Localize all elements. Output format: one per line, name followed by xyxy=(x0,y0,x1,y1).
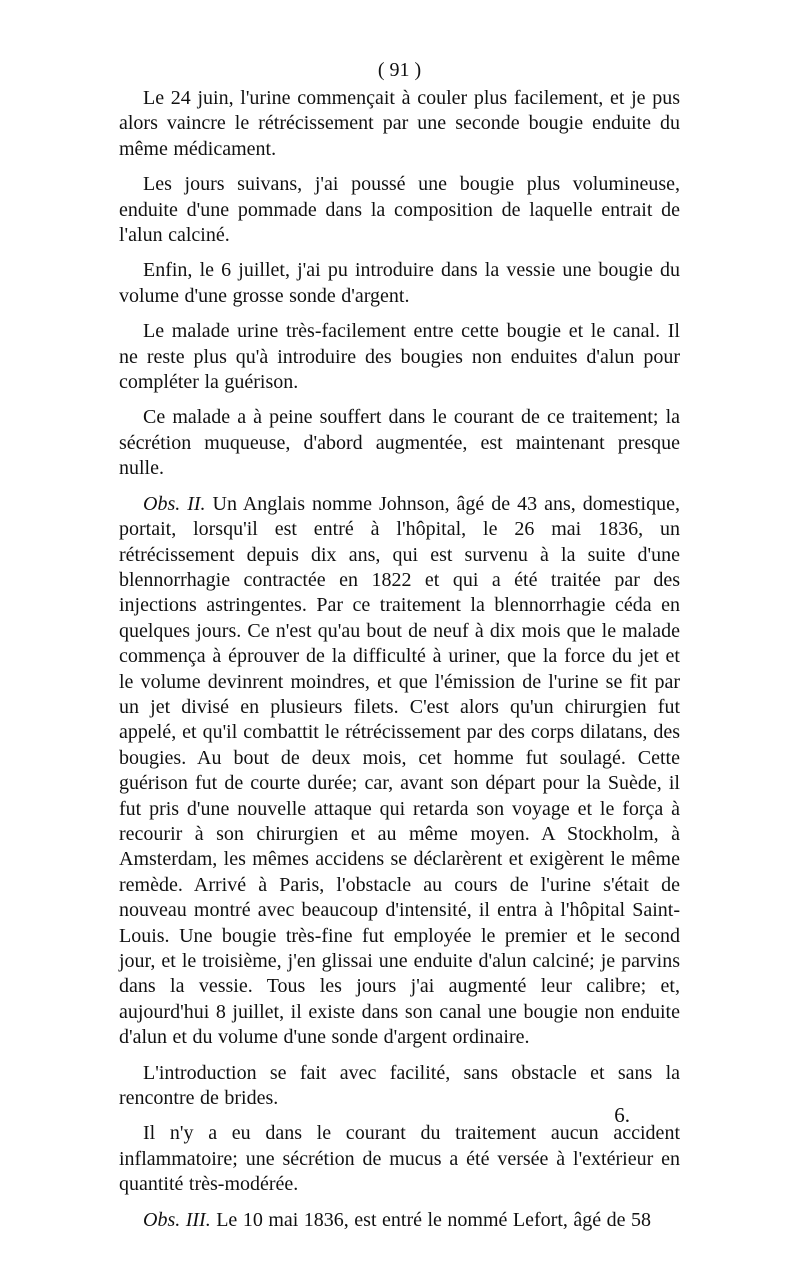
document-page xyxy=(119,56,680,1243)
paragraph-text: Le 10 mai 1836, est entré le nommé Lefort, âgé de 58 xyxy=(216,1208,652,1231)
page-footer xyxy=(119,1100,680,1130)
paragraph-text: Les jours suivans, j'ai poussé une bougie plus volumineuse, enduite d'une pommade dans la composition de laquelle entrait de l'alun calciné. xyxy=(119,173,680,247)
paragraph-text: Enfin, le 6 juillet, j'ai pu introduire dans la vessie une bougie du volume d'une grosse sonde d'argent. xyxy=(119,259,680,307)
signature-mark: 6. xyxy=(614,1103,630,1127)
paragraph-text: L'introduction se fait avec facilité, sans obstacle et sans la rencontre de brides. xyxy=(119,1061,680,1110)
paragraph-text: Le malade urine très-facilement entre cette bougie et le canal. Il ne reste plus qu'à introduire des bougies non enduites d'alun pour compléter la guérison. xyxy=(119,320,680,394)
observation-paragraph xyxy=(119,1208,680,1233)
paragraph xyxy=(119,258,680,309)
paragraph xyxy=(119,1121,680,1197)
paragraph-text: Il n'y a eu dans le courant du traitement aucun accident inflammatoire; une sécrétion de mucus a été versée à l'extérieur en quantité très-modérée. xyxy=(119,1122,680,1196)
paragraph xyxy=(119,405,680,481)
paragraph-text: Le 24 juin, l'urine commençait à couler plus facilement, et je pus alors vaincre le rétrécissement par une seconde bougie enduite du même médicament. xyxy=(119,87,680,160)
paragraph xyxy=(119,86,680,162)
paragraph xyxy=(119,172,680,248)
page-number: ( 91 ) xyxy=(377,59,422,81)
observation-label: Obs. III. xyxy=(143,1208,211,1231)
paragraph-text: Un Anglais nomme Johnson, âgé de 43 ans, domestique, portait, lorsqu'il est entré à l'hôpital, le 26 mai 1836, un rétrécissement depuis dix ans, qui est survenu à la suite d'une blennorrhagie contractée en 1822 et qui a été traitée par des injections astringentes. Par ce traitement la blennorrhagie céda en quelques jours. Ce n'est qu'au bout de neuf à dix mois que le malade commença à éprouver de la difficulté à uriner, que la force du jet et le volume devinrent moindres, et que l'émission de l'urine se fit par un jet divisé en plusieurs filets. C'est alors qu'un chirurgien fut appelé, et qu'il combattit le rétrécissement par des corps dilatans, des bougies. Au bout de deux mois, cet homme fut soulagé. Cette guérison fut de courte durée; car, avant son départ pour la Suède, il fut pris d'une nouvelle attaque qui retarda son voyage et le força à recourir à son chirurgien et au même moyen. A Stockholm, à Amsterdam, les mêmes accidens se déclarèrent et exigèrent le même remède. Arrivé à Paris, l'obstacle au cours de l'urine s'était de nouveau montré avec beaucoup d'intensité, il entra à l'hôpital Saint-Louis. Une bougie très-fine fut employée le premier et le second jour, et le troisième, j'en glissai une enduite d'alun calciné; je parvins dans la vessie. Tous les jours j'ai augmenté leur calibre; et, aujourd'hui 8 juillet, il existe dans son canal une bougie non enduite d'alun et du volume d'une sonde d'argent ordinaire. xyxy=(119,492,680,1049)
observation-paragraph xyxy=(119,492,680,1051)
paragraph-text: Ce malade a à peine souffert dans le courant de ce traitement; la sécrétion muqueuse, d'abord augmentée, est maintenant presque nulle. xyxy=(119,406,680,480)
observation-label: Obs. II. xyxy=(143,492,206,515)
paragraph xyxy=(119,319,680,395)
